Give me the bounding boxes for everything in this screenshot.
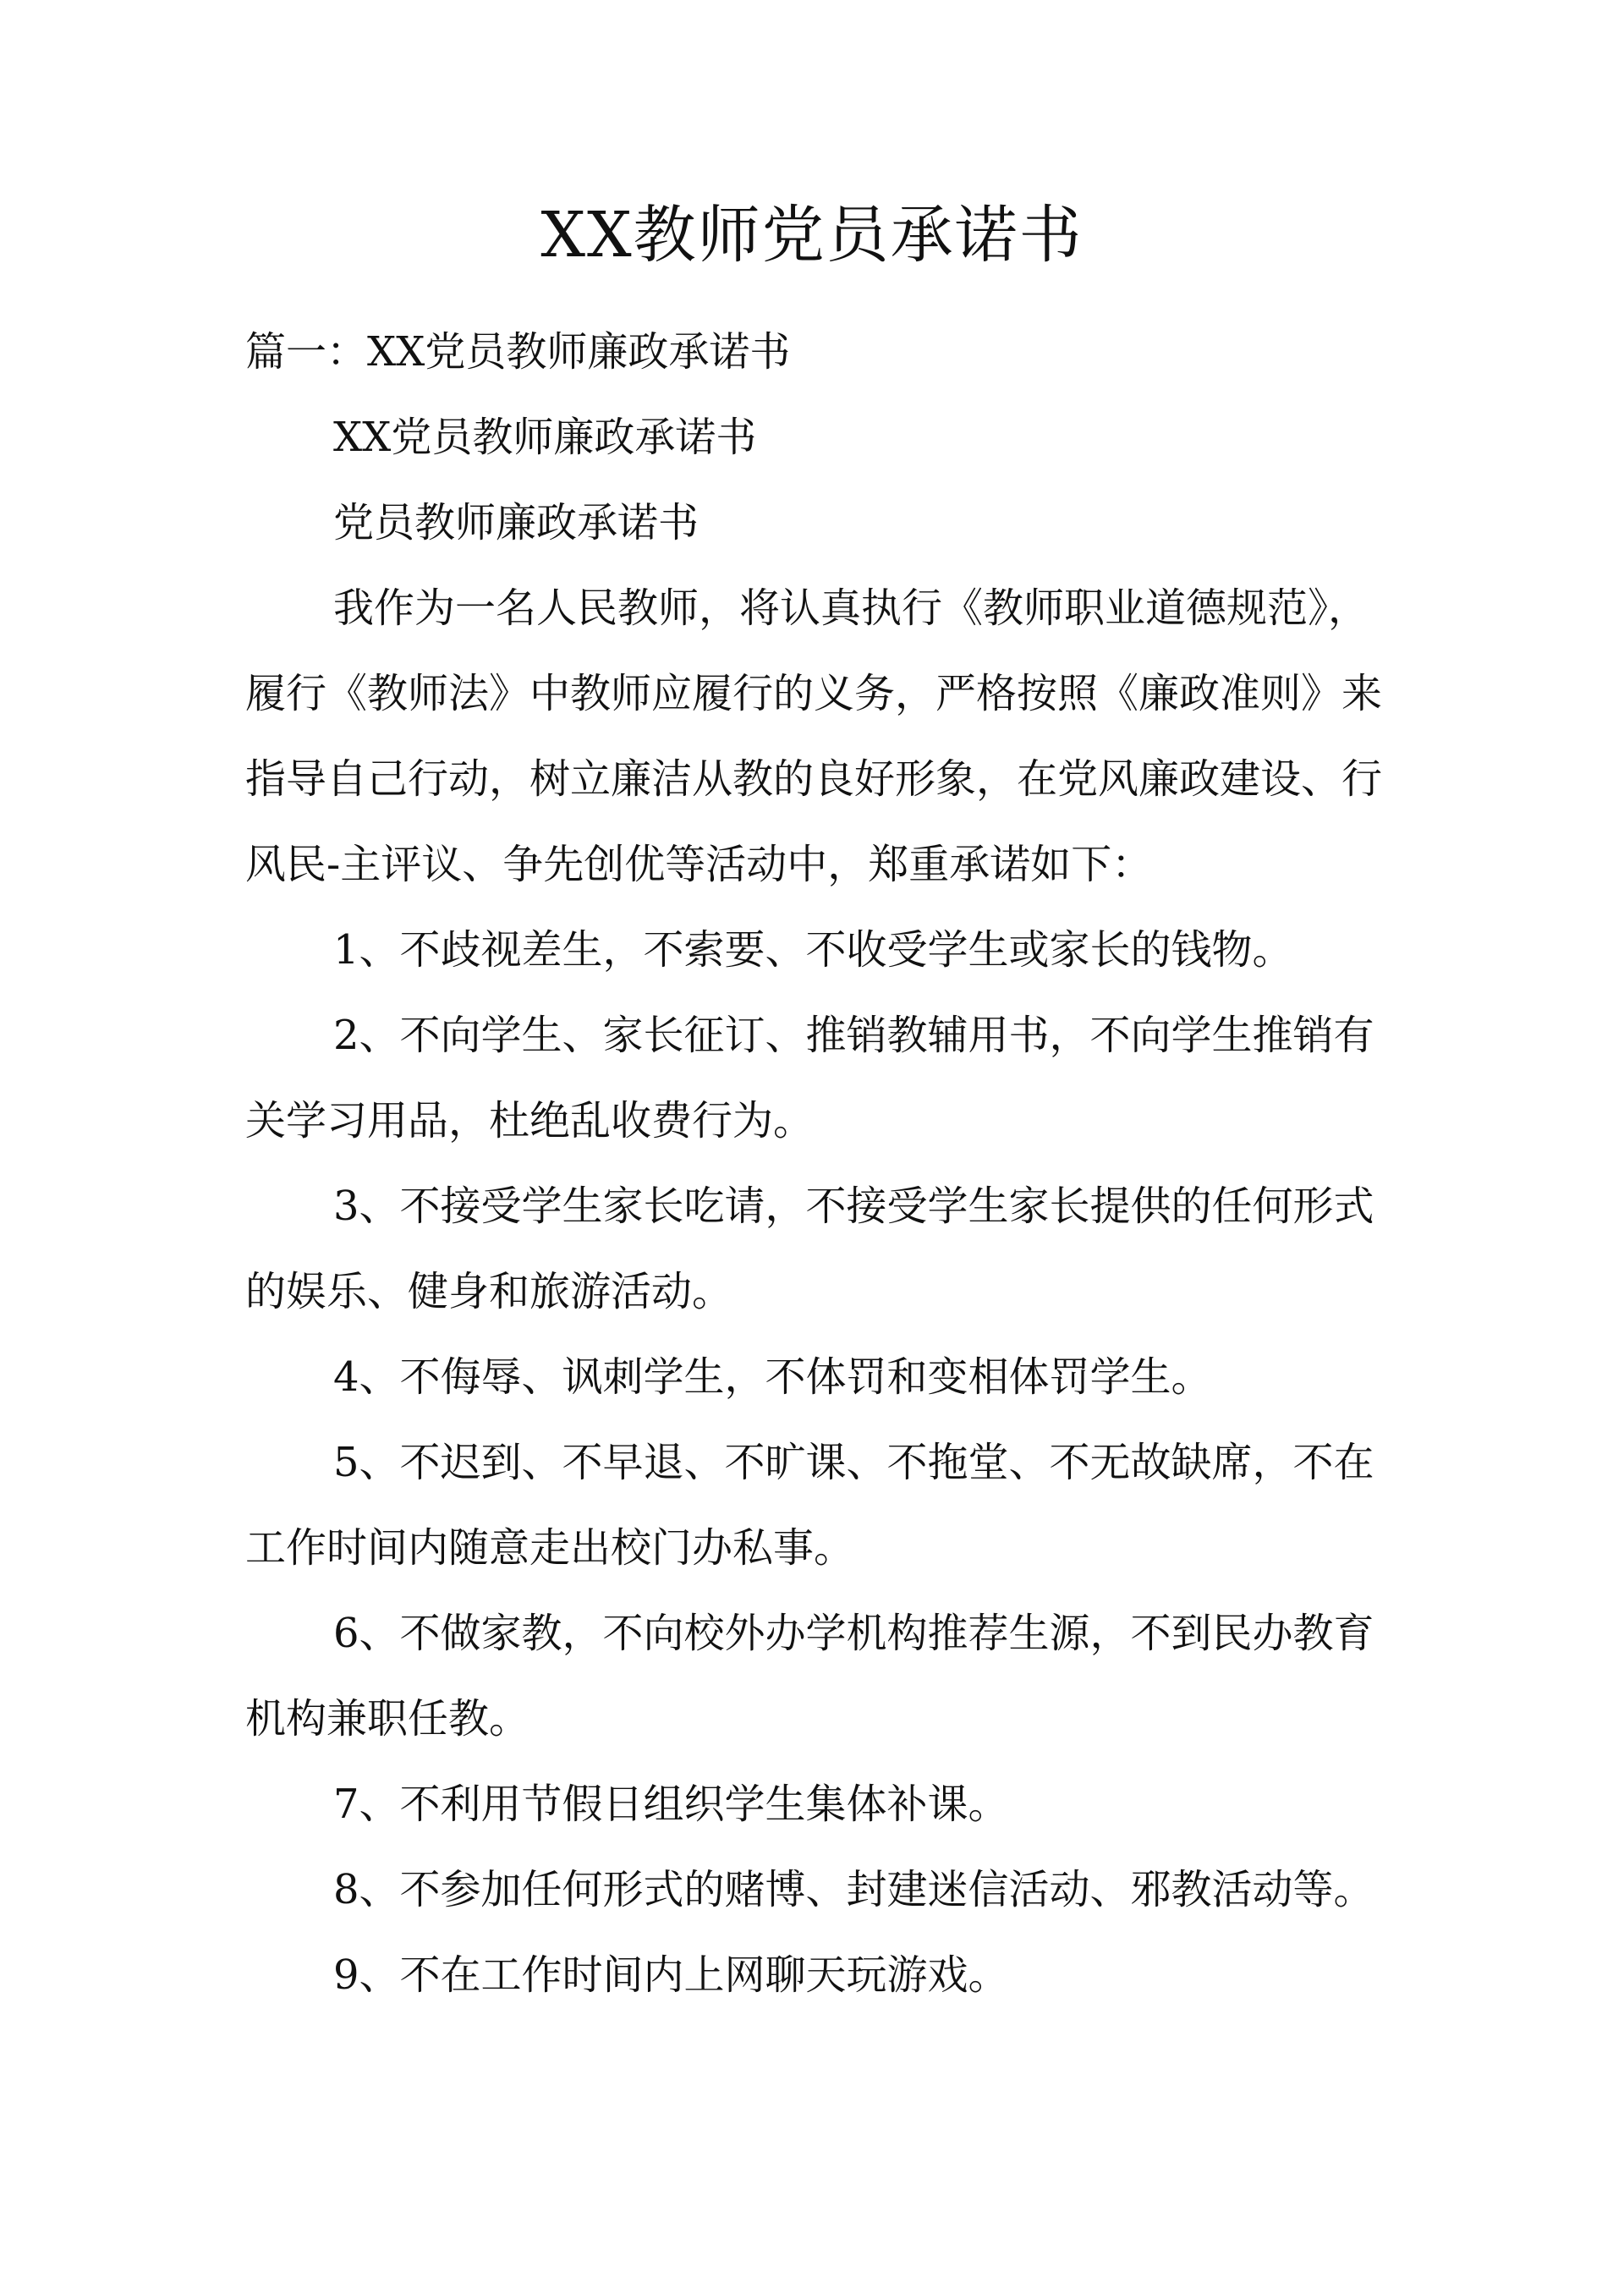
document-body (245, 310, 1387, 2018)
pledge-item: 3、不接受学生家长吃请，不接受学生家长提供的任何形式的娱乐、健身和旅游活动。 (245, 1183, 1374, 1315)
pledge-item: 7、不利用节假日组织学生集体补课。 (333, 1781, 1009, 1828)
subtitle-line: 党员教师廉政承诺书 (333, 499, 700, 546)
subtitle-line: XX党员教师廉政承诺书 (333, 414, 757, 461)
pledge-item: 1、不歧视差生，不索要、不收受学生或家长的钱物。 (333, 926, 1293, 974)
intro-paragraph: 我作为一名人民教师，将认真执行《教师职业道德规范》，履行《教师法》中教师应履行的义务，严格按照《廉政准则》来指导自己行动，树立廉洁从教的良好形象，在党风廉政建设、行风民-主评议、争先创优等活动中，郑重承诺如下： (245, 584, 1383, 888)
pledge-item: 4、不侮辱、讽刺学生，不体罚和变相体罚学生。 (333, 1353, 1212, 1401)
pledge-item: 9、不在工作时间内上网聊天玩游戏。 (333, 1951, 1009, 1999)
document-title: XX教师党员承诺书 (540, 199, 1084, 272)
pledge-item: 2、不向学生、家长征订、推销教辅用书，不向学生推销有关学习用品，杜绝乱收费行为。 (245, 1012, 1374, 1144)
pledge-item: 6、不做家教，不向校外办学机构推荐生源，不到民办教育机构兼职任教。 (245, 1610, 1374, 1742)
section-heading: 篇一：XX党员教师廉政承诺书 (245, 328, 791, 376)
pledge-item: 8、不参加任何形式的赌博、封建迷信活动、邪教活动等。 (333, 1866, 1374, 1913)
pledge-item: 5、不迟到、不早退、不旷课、不拖堂、不无故缺席，不在工作时间内随意走出校门办私事。 (245, 1439, 1374, 1572)
